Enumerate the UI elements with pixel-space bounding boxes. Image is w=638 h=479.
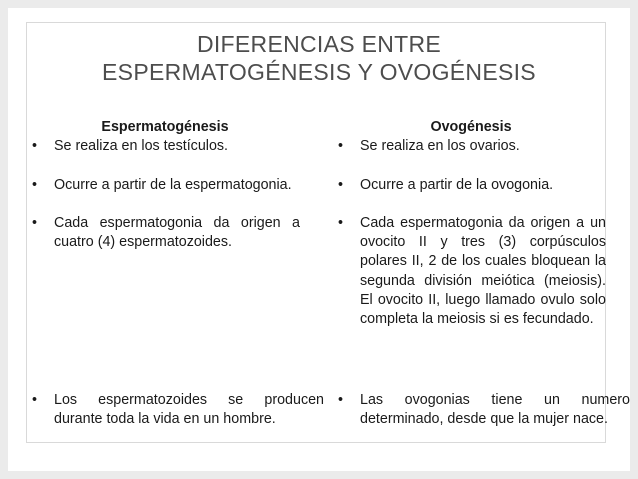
bullet-icon: •	[32, 214, 38, 231]
right-column-heading: Ovogénesis	[430, 119, 512, 135]
bullet-icon: •	[32, 138, 38, 155]
bullet-icon: •	[32, 176, 38, 193]
bullet-icon: •	[32, 392, 38, 408]
right-list-item	[336, 137, 606, 156]
right-list-item	[336, 176, 606, 195]
bullet-icon: •	[338, 176, 344, 193]
right-list-item	[336, 391, 630, 430]
bullet-icon: •	[338, 214, 344, 231]
bullet-icon: •	[338, 392, 344, 408]
bullet-icon: •	[338, 138, 344, 155]
left-item-text: Ocurre a partir de la espermatogonia.	[54, 176, 292, 193]
left-column-heading: Espermatogénesis	[101, 119, 229, 135]
title-line-1: DIFERENCIAS ENTRE	[196, 31, 442, 57]
left-list-item	[30, 214, 300, 253]
left-list-item	[30, 176, 300, 195]
right-item-text: Cada espermatogonia da origen a un ovocito II y tres (3) corpúsculos polares II, 2 de los cuales bloquean la segunda división meiótica (meiosis). El ovocito II, luego llamado ovulo solo completa la meiosis si es fecundado.	[360, 214, 606, 328]
right-column	[336, 118, 630, 428]
left-list-item	[30, 137, 300, 156]
right-item-text: Se realiza en los ovarios.	[360, 138, 520, 155]
left-item-text: Se realiza en los testículos.	[54, 138, 229, 155]
right-list-item	[336, 214, 606, 330]
left-item-text: Cada espermatogonia da origen a cuatro (4) espermatozoides.	[54, 214, 300, 251]
left-column	[30, 118, 324, 428]
left-list-item	[30, 391, 324, 430]
right-item-text: Las ovogonias tiene un numero determinado, desde que la mujer nace.	[360, 392, 630, 428]
left-item-text: Los espermatozoides se producen durante toda la vida en un hombre.	[54, 392, 324, 428]
title-line-2: ESPERMATOGÉNESIS Y OVOGÉNESIS	[102, 59, 536, 85]
right-item-text: Ocurre a partir de la ovogonia.	[360, 176, 554, 193]
slide-title	[0, 30, 638, 86]
